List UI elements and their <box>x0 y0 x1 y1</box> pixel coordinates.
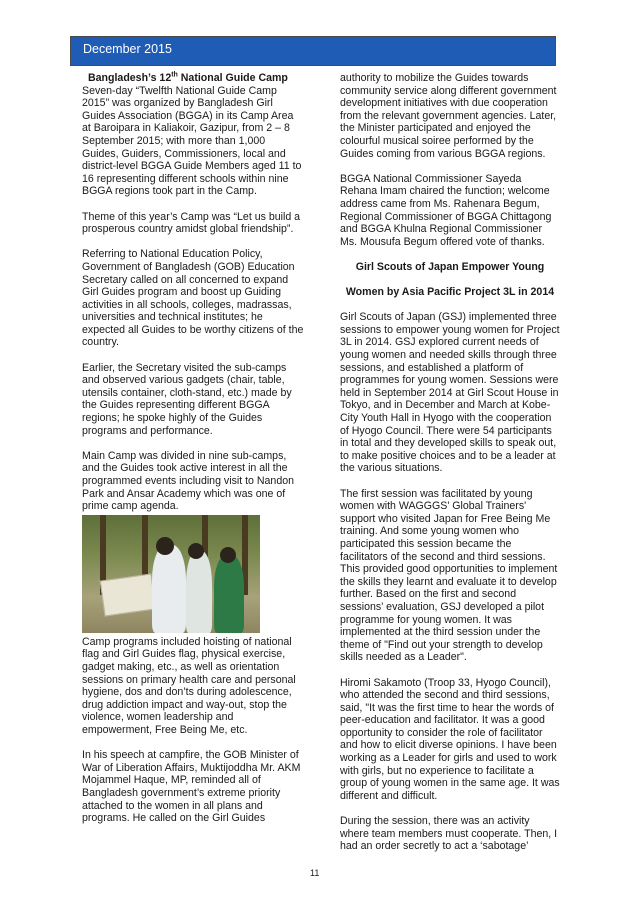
right-column <box>340 72 560 853</box>
issue-header-bar <box>70 36 556 66</box>
article1-title-text: Bangladesh’s 12 <box>88 72 172 84</box>
article2-paragraph-2: The first session was facilitated by young women with WAGGGS' Global Trainers' support who visited Japan for Free Being Me training. And some young women who participated this session became the facilitators of the second and third sessions. This provided good opportunities to implement the skills they learnt and evaluate it to develop further. Based on the first and second sessions' evaluation, GSJ developed a pilot programme for young women. It was implemented at the third session under the theme of "Find out your strength to develop skills needed as a Leader". <box>340 487 558 664</box>
article1-paragraph-2: Theme of this year’s Camp was “Let us build a prosperous country amidst global friendship”. <box>82 210 301 236</box>
article1-title-sup: th <box>171 71 178 79</box>
article2-paragraph-1: Girl Scouts of Japan (GSJ) implemented three sessions to empower young women for Project 3L in 2014. GSJ explored current needs of young women and needed skills through three sessions, and established a platform of programmes for young women. Sessions were held in September 2014 at Girl Scout House in Tokyo, and in December and March at Kobe-City Youth Hall in Hyogo with the cooperation of Hyogo Council. There were 54 participants in total and they developed skills to speak out, to make positive choices and to be a leader at the various situations. <box>340 311 560 475</box>
article2-paragraph-3: Hiromi Sakamoto (Troop 33, Hyogo Council), who attended the second and third sessions, said, "It was the first time to hear the words of peer-education and facilitator. It was a good opportunity to consider the role of facilitator and how to elicit diverse opinions. I have been working as a Leader for girls and used to work with girls, but no experience to facilitate a group of young women in the same age. It was different and difficult. <box>340 676 560 802</box>
page-number: 11 <box>310 868 320 878</box>
article2-paragraph-4: During the session, there was an activity where team members must cooperate. Then, I had an order secretly to act a ‘sabotage’ <box>340 815 558 853</box>
article2-title-line2: Women by Asia Pacific Project 3L in 2014 <box>345 286 555 299</box>
article1-paragraph-4: Earlier, the Secretary visited the sub-camps and observed various gadgets (chair, table, utensils container, cloth-stand, etc.) made by the Guides representing different BGGA regions; he spoke highly of the Guides programs and performance. <box>82 361 292 437</box>
article1-paragraph-6: Camp programs included hoisting of national flag and Girl Guides flag, physical exercise, gadget making, etc., as well as orientation sessions on primary health care and personal hygiene, dos and don’ts during adolescence, drug addiction impact and way-out, stop the violence, women leadership and empowerment, Free Being Me, etc. <box>82 635 296 736</box>
article1-title <box>82 72 304 85</box>
left-column <box>82 72 304 825</box>
issue-date: December 2015 <box>83 42 172 56</box>
camp-photo <box>82 515 260 633</box>
article1-paragraph-7: In his speech at campfire, the GOB Minister of War of Liberation Affairs, Muktijoddha Mr. AKM Mojammel Haque, MP, reminded all of Bangladesh government’s extreme priority attached to the women in all plans and programs. He called on the Girl Guides <box>82 749 301 825</box>
article1-paragraph-8: authority to mobilize the Guides towards community service along different government development initiatives with due cooperation from the relevant government agencies. Later, the Minister participated and enjoyed the colourful musical soiree performed by the Guides coming from various BGGA regions. <box>340 72 557 160</box>
article1-paragraph-3: Referring to National Education Policy, Government of Bangladesh (GOB) Education Secretary called on all concerned to expand Girl Guides program and boost up Guiding activities in all schools, colleges, madrassas, universities and technical institutes; he expected all Guides to be worthy citizens of the country. <box>82 248 304 349</box>
article2-title-line1: Girl Scouts of Japan Empower Young <box>355 260 545 273</box>
article1-paragraph-5: Main Camp was divided in nine sub-camps, and the Guides took active interest in all the programmed events including visit to Nandon Park and Ansar Academy which was one of prime camp agenda. <box>82 449 294 513</box>
article1-title-text-end: National Guide Camp <box>177 72 288 84</box>
article1-paragraph-9: BGGA National Commissioner Sayeda Rehana Imam chaired the function; welcome address came from Ms. Rahenara Begum, Regional Commissioner of BGGA Chittagong and BGGA Khulna Regional Commissioner Ms. Mousufa Begum offered vote of thanks. <box>340 172 552 248</box>
article1-paragraph-1: Seven-day “Twelfth National Guide Camp 2015” was organized by Bangladesh Girl Guides Association (BGGA) in its Camp Area at Baroipara in Kaliakoir, Gazipur, from 2 – 8 September 2015; with more than 1,000 Guides, Guiders, Commissioners, local and district-level BGGA Guide Members aged 11 to 16 representing different schools within nine BGGA regions took part in the Camp. <box>82 84 302 198</box>
